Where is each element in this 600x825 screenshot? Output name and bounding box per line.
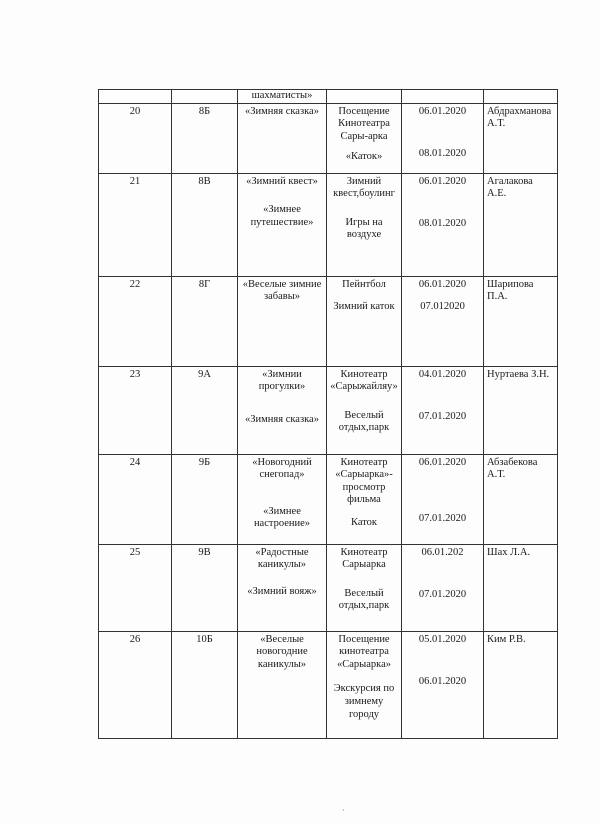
place-name: Кинотеатр «Сарыжайляу» — [330, 368, 398, 393]
event-date: 04.01.2020 — [418, 368, 467, 380]
date-cell — [402, 173, 484, 276]
place-name: Кинотеатр Сарыарка — [340, 546, 388, 571]
class-name: 8Б — [172, 103, 238, 173]
event-date: 07.012020 — [420, 301, 465, 313]
event-cell — [238, 103, 327, 173]
event-name: «Веселые новогодние каникулы» — [256, 633, 308, 670]
place-name: Посещение Кинотеатра Сары-арка — [338, 105, 390, 142]
row-number: 24 — [99, 454, 172, 544]
event-name: «Зимняя сказка» — [245, 105, 319, 117]
place-name: Зимний каток — [333, 301, 395, 313]
event-cell — [238, 366, 327, 454]
table-row — [99, 276, 558, 366]
place-cell — [327, 631, 402, 738]
event-date: 06.01.2020 — [418, 175, 467, 187]
date-cell — [402, 631, 484, 738]
event-date: 06.01.202 — [421, 546, 464, 558]
responsible-person: Ким Р.В. — [484, 631, 558, 738]
date-cell — [402, 366, 484, 454]
event-name: «Новогодний снегопад» — [252, 456, 312, 481]
event-date: 07.01.2020 — [418, 513, 467, 525]
event-date: 07.01.2020 — [418, 411, 467, 423]
place-name: Пейнтбол — [342, 278, 386, 290]
table-row — [99, 631, 558, 738]
responsible-person: Абзабекова А.Т. — [484, 454, 558, 544]
event-name: «Зимний квест» — [246, 175, 318, 187]
row-number: 21 — [99, 173, 172, 276]
place-cell — [327, 103, 402, 173]
place-cell — [327, 454, 402, 544]
event-name: «Веселые зимние забавы» — [242, 278, 322, 303]
row-number: 23 — [99, 366, 172, 454]
event-date: 06.01.2020 — [418, 676, 467, 688]
table-row — [99, 454, 558, 544]
place-name: Веселый отдых,парк — [338, 409, 390, 434]
class-name: 9А — [172, 366, 238, 454]
table-row-continuation — [99, 90, 558, 104]
event-cell — [238, 173, 327, 276]
event-name: «Зимнее настроение» — [253, 505, 311, 530]
row-number: 22 — [99, 276, 172, 366]
row-number: 25 — [99, 544, 172, 631]
row-number: 26 — [99, 631, 172, 738]
table-row — [99, 103, 558, 173]
responsible-person: Шарипова П.А. — [484, 276, 558, 366]
place-name: Каток — [350, 516, 378, 528]
event-cell — [238, 90, 327, 104]
event-name: «Зимнии прогулки» — [258, 368, 306, 393]
event-name: «Радостные каникулы» — [255, 546, 309, 571]
date-cell — [402, 276, 484, 366]
event-date: 08.01.2020 — [418, 148, 467, 160]
event-cell — [238, 276, 327, 366]
place-name: «Каток» — [345, 151, 383, 163]
place-cell — [327, 544, 402, 631]
event-date: 07.01.2020 — [418, 589, 467, 601]
table-row — [99, 173, 558, 276]
place-name: Кинотеатр «Сарыарка»-просмотр фильма — [335, 456, 393, 506]
place-name: Веселый отдых,парк — [338, 587, 390, 612]
place-cell — [327, 276, 402, 366]
event-date: 08.01.2020 — [418, 218, 467, 230]
date-cell — [402, 454, 484, 544]
event-name: «Зимняя сказка» — [245, 413, 319, 425]
responsible-person: Абдрахманова А.Т. — [484, 103, 558, 173]
event-date: 06.01.2020 — [418, 105, 467, 117]
date-cell — [402, 544, 484, 631]
place-name: Зимний квест,боулинг — [333, 175, 395, 200]
event-date: 05.01.2020 — [418, 633, 467, 645]
holiday-schedule-table — [98, 89, 558, 739]
table-row — [99, 544, 558, 631]
responsible-person: Агалакова А.Е. — [484, 173, 558, 276]
event-name: «Зимнее путешествие» — [250, 204, 314, 228]
event-cell — [238, 454, 327, 544]
place-name: Посещение кинотеатра «Сарыарка» — [337, 633, 391, 670]
event-date: 06.01.2020 — [418, 456, 467, 468]
place-name: Игры на воздухе — [345, 216, 383, 241]
header-fragment: шахматисты» — [251, 90, 313, 101]
event-cell — [238, 544, 327, 631]
row-number: 20 — [99, 103, 172, 173]
place-cell — [327, 366, 402, 454]
event-name: «Зимний вояж» — [247, 585, 317, 597]
event-cell — [238, 631, 327, 738]
place-name: Экскурсия по зимнему городу — [333, 683, 395, 720]
class-name: 9Б — [172, 454, 238, 544]
responsible-person: Нуртаева З.Н. — [484, 366, 558, 454]
event-date: 06.01.2020 — [418, 278, 467, 290]
page-footer-mark: · — [342, 806, 345, 815]
place-cell — [327, 173, 402, 276]
class-name: 8Г — [172, 276, 238, 366]
class-name: 9В — [172, 544, 238, 631]
class-name: 10Б — [172, 631, 238, 738]
class-name: 8В — [172, 173, 238, 276]
table-row — [99, 366, 558, 454]
responsible-person: Шах Л.А. — [484, 544, 558, 631]
date-cell — [402, 103, 484, 173]
